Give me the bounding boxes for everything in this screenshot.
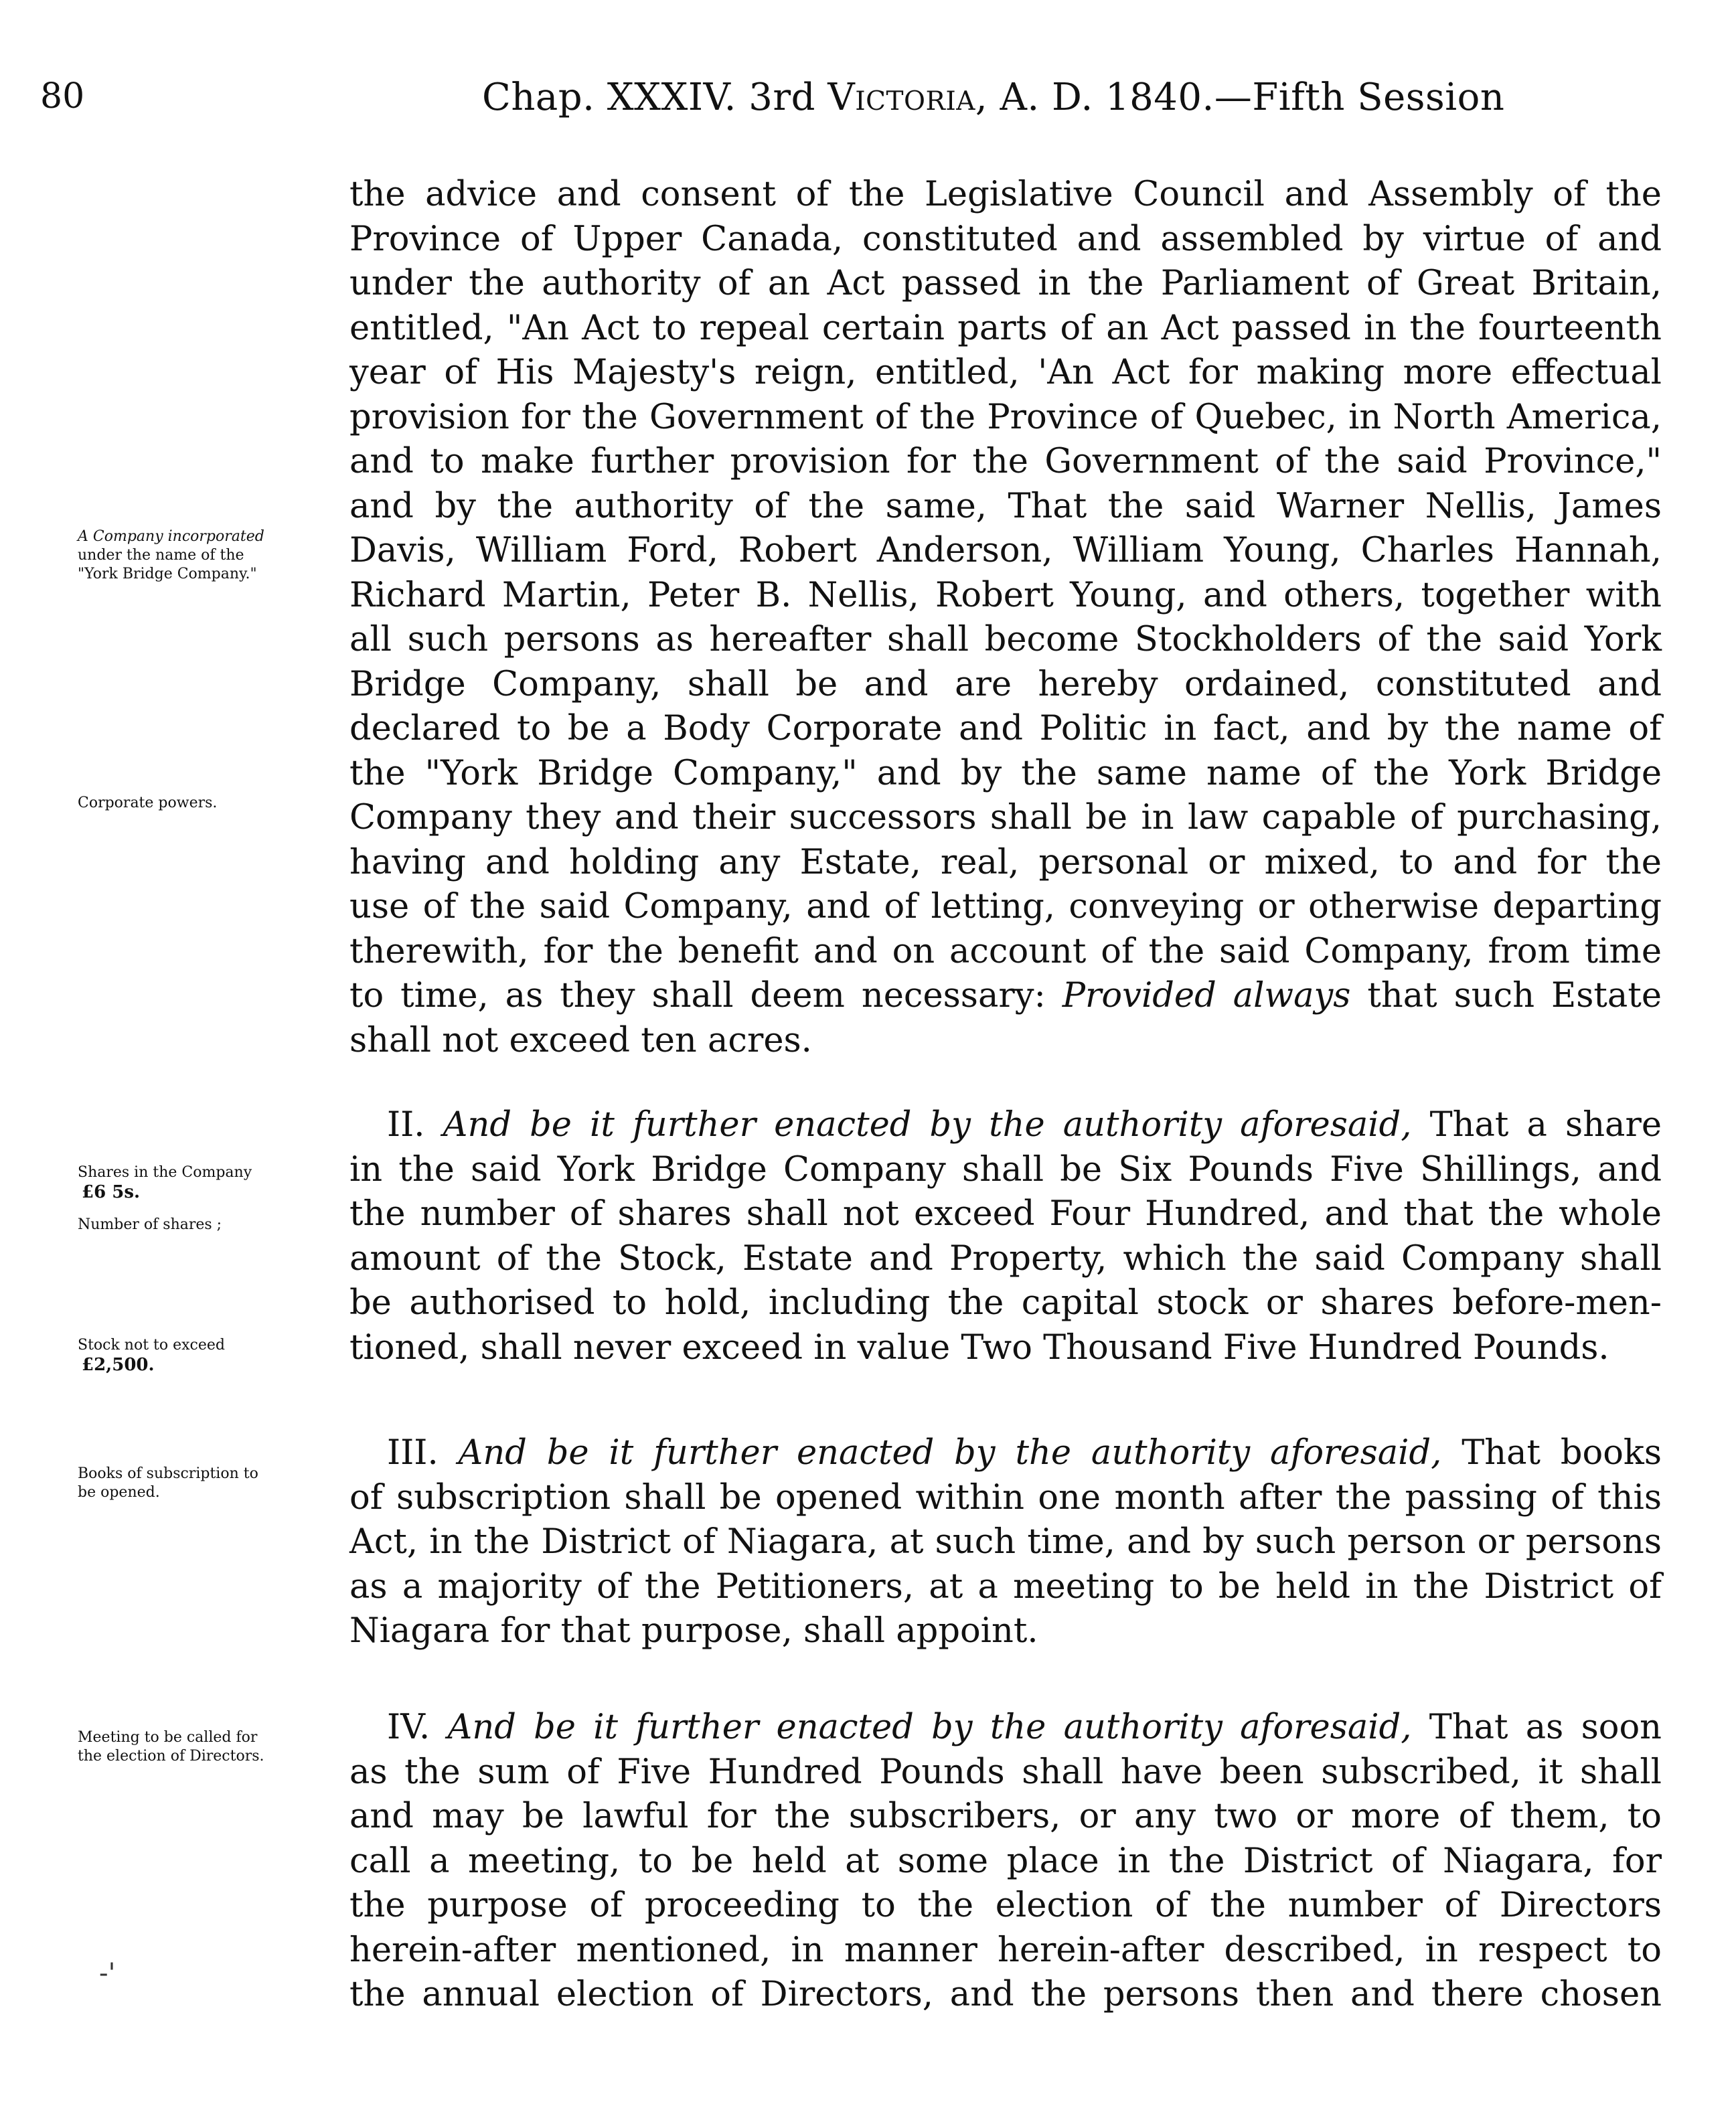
margin-note-meeting-directors [78,1728,345,1766]
text-line: Richard Martin, Peter B. Nellis, Robert Young, and others, together with [349,575,1662,615]
text-line: Act, in the District of Niagara, at such time, and by such person or persons [349,1522,1662,1562]
running-head-session: , A. D. 1840.—Fifth Session [975,76,1505,119]
text-line: year of His Majesty's reign, entitled, 'An Act for making more effectual [349,353,1662,392]
margin-note-number-of-shares [78,1216,345,1234]
text-line: Bridge Company, shall be and are hereby ordained, constituted and [349,664,1662,704]
text-line: therewith, for the benefit and on account of the said Company, from time [349,931,1662,971]
section-2 [349,1103,1662,1370]
section-first-line [349,1431,1662,1476]
text-line: the "York Bridge Company," and by the same name of the York Bridge [349,753,1662,793]
text-line: entitled, "An Act to repeal certain parts of an Act passed in the fourteenth [349,308,1662,348]
section-numeral: II. [387,1105,443,1145]
margin-note-shares [78,1163,345,1202]
stray-ink-mark: -' [99,1958,116,1989]
text-line: and to make further provision for the Government of the said Province," [349,442,1662,481]
running-head-chapter: Chap. XXXIV. 3rd [482,76,828,119]
text-line: of subscription shall be opened within one month after the passing of this [349,1477,1662,1518]
running-head [482,76,1505,119]
running-head-victoria: Victoria [827,76,975,119]
text-line: call a meeting, to be held at some place in the District of Niagara, for [349,1841,1662,1881]
text-line: Province of Upper Canada, constituted and assembled by virtue of and [349,219,1662,259]
text-line: use of the said Company, and of letting, conveying or otherwise departing [349,887,1662,926]
margin-note-line: Meeting to be called for [78,1729,258,1746]
page-number: 80 [40,76,85,116]
text-line: provision for the Government of the Province of Quebec, in North America, [349,397,1662,437]
margin-note-amount: £6 5s. [82,1182,141,1202]
text-line: and may be lawful for the subscribers, or any two or more of them, to [349,1797,1662,1836]
text-segment: That books [1441,1433,1662,1473]
margin-note-corporate-powers [78,794,345,813]
margin-note-line: Corporate powers. [78,795,218,811]
text-line: Davis, William Ford, Robert Anderson, William Young, Charles Hannah, [349,531,1662,570]
margin-note-amount: £2,500. [82,1355,155,1375]
section-numeral: IV. [387,1708,448,1747]
margin-note-company-incorporated [78,527,345,584]
margin-note-line: be opened. [78,1484,160,1501]
margin-note-line: under the name of the [78,547,244,564]
margin-note-stock-limit [78,1336,345,1375]
enacting-clause: And be it further enacted by the authority aforesaid, [458,1433,1442,1473]
section-first-line [349,1103,1662,1148]
margin-note-line: Books of subscription to [78,1465,258,1482]
margin-note-line: the election of Directors. [78,1748,264,1765]
text-line [349,974,1662,1019]
text-line: the purpose of proceeding to the election of the number of Directors [349,1886,1662,1925]
section-4 [349,1706,1662,2018]
text-line: the number of shares shall not exceed Four Hundred, and that the whole [349,1194,1662,1234]
text-line: as a majority of the Petitioners, at a meeting to be held in the District of [349,1566,1662,1607]
margin-note-books-of-subscription [78,1465,345,1502]
margin-note-line: A Company incorporated [78,528,264,545]
margin-note-line: Stock not to exceed [78,1337,225,1354]
text-line: Company they and their successors shall be in law capable of purchasing, [349,798,1662,837]
text-line: the advice and consent of the Legislative Council and Assembly of the [349,175,1662,214]
section-3 [349,1431,1662,1654]
enacting-clause: And be it further enacted by the authority aforesaid, [447,1708,1412,1747]
text-line: amount of the Stock, Estate and Property, which the said Company shall [349,1238,1662,1279]
text-line: having and holding any Estate, real, personal or mixed, to and for the [349,842,1662,882]
section-numeral: III. [387,1433,459,1473]
text-line: herein-after mentioned, in manner herein-after described, in respect to [349,1930,1662,1970]
text-segment: That as soon [1411,1708,1662,1747]
text-line: declared to be a Body Corporate and Politic in fact, and by the name of [349,709,1662,748]
section-first-line [349,1706,1662,1750]
margin-note-line: Number of shares ; [78,1216,222,1233]
text-line: all such persons as hereafter shall become Stockholders of the said York [349,620,1662,659]
text-line: shall not exceed ten acres. [349,1020,812,1060]
text-line: the annual election of Directors, and the persons then and there chosen [349,1975,1662,2014]
text-line: Niagara for that purpose, shall appoint. [349,1611,1038,1651]
text-line: and by the authority of the same, That the said Warner Nellis, James [349,486,1662,526]
text-segment: that such Estate [1350,976,1662,1015]
enacting-clause: And be it further enacted by the authority aforesaid, [443,1105,1412,1145]
text-line: under the authority of an Act passed in the Parliament of Great Britain, [349,264,1662,303]
text-line: be authorised to hold, including the capital stock or shares before-men- [349,1283,1662,1323]
margin-note-line: "York Bridge Company." [78,566,257,582]
text-line: tioned, shall never exceed in value Two Thousand Five Hundred Pounds. [349,1327,1609,1368]
text-segment: That a share [1411,1105,1662,1145]
text-line: in the said York Bridge Company shall be Six Pounds Five Shillings, and [349,1149,1662,1190]
margin-note-line: Shares in the Company [78,1164,252,1181]
italic-proviso: Provided always [1062,976,1351,1015]
paragraph-1 [349,173,1662,1063]
text-segment: to time, as they shall deem necessary: [349,976,1062,1015]
text-line: as the sum of Five Hundred Pounds shall have been subscribed, it shall [349,1752,1662,1792]
